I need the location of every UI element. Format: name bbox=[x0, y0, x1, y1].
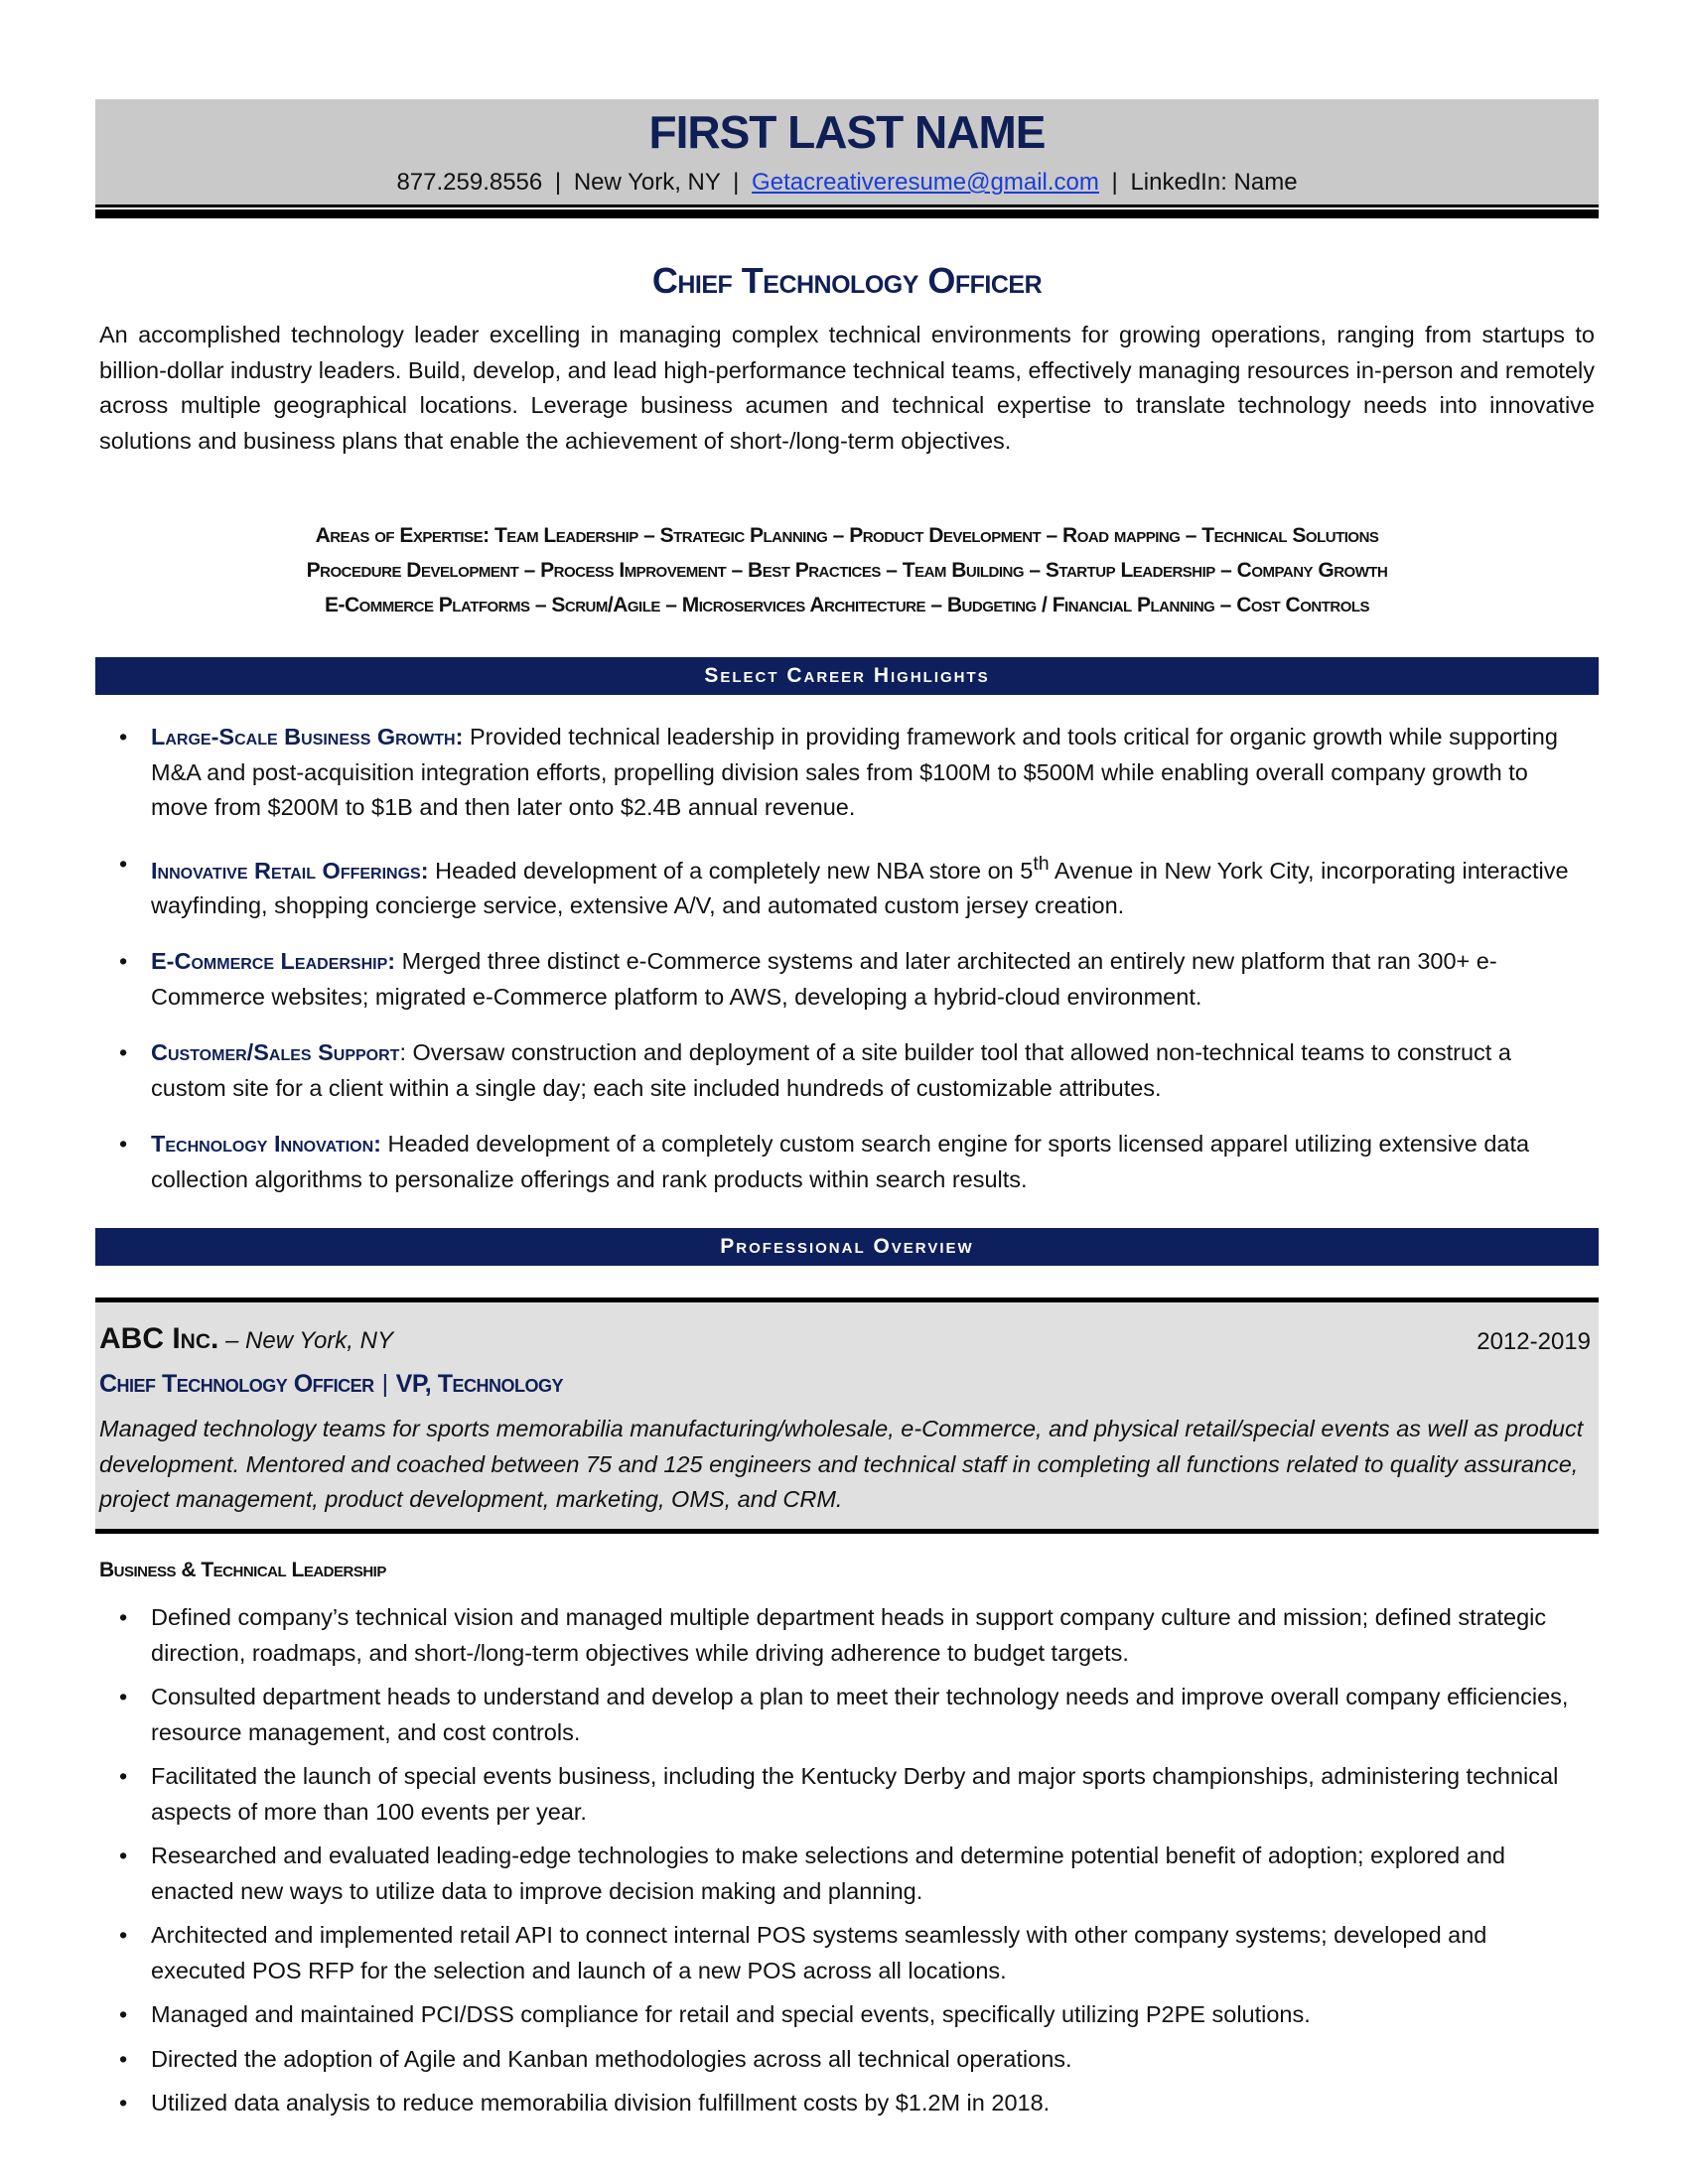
separator: | bbox=[554, 169, 562, 196]
career-highlights-list bbox=[95, 720, 1599, 1218]
email-link[interactable]: Getacreativeresume@gmail.com bbox=[752, 169, 1099, 196]
highlight-item: • Customer/Sales Support: Oversaw construction and deployment of a site builder tool that allowed non-technical teams to construct a custom site for a client within a single day; each site included hundreds of customizable attributes. bbox=[95, 1035, 1581, 1106]
job-header bbox=[95, 1297, 1599, 1534]
bullet-icon: • bbox=[119, 1039, 128, 1066]
accomplishment-item: • Facilitated the launch of special events business, including the Kentucky Derby and major sports championships, administering technical aspects of more than 100 events per year. bbox=[95, 1759, 1581, 1830]
highlight-label: Large-Scale Business Growth: bbox=[151, 724, 464, 750]
expertise-line: E-Commerce Platforms – Scrum/Agile – Microservices Architecture – Budgeting / Financial Planning – Cost Controls bbox=[324, 594, 1370, 616]
bullet-icon: • bbox=[119, 2090, 128, 2116]
expertise-line: Areas of Expertise: Team Leadership – Strategic Planning – Product Development – Road mapping – Technical Solutions bbox=[315, 524, 1379, 547]
highlight-label: E-Commerce Leadership: bbox=[151, 948, 396, 975]
header-box bbox=[95, 99, 1599, 205]
separator: | bbox=[733, 169, 740, 196]
highlight-label: Technology Innovation: bbox=[151, 1131, 381, 1158]
bullet-icon: • bbox=[119, 1604, 128, 1630]
professional-summary: An accomplished technology leader excelling in managing complex technical environments for growing operations, ranging from startups to billion-dollar industry leaders. Build, develop, and lead high-performance technical teams, effectively managing resources in-person and remotely across multiple geographical locations. Leverage business acumen and technical expertise to translate technology needs into innovative solutions and business plans that enable the achievement of short-/long-term objectives. bbox=[99, 322, 1595, 454]
accomplishment-item: • Consulted department heads to understand and develop a plan to meet their technology needs and improve overall company efficiencies, resource management, and cost controls. bbox=[95, 1680, 1581, 1750]
linkedin: LinkedIn: Name bbox=[1130, 169, 1298, 196]
contact-line bbox=[95, 169, 1599, 197]
section-header-overview: Professional Overview bbox=[95, 1228, 1599, 1266]
role-secondary: VP, Technology bbox=[395, 1370, 563, 1398]
areas-of-expertise bbox=[95, 518, 1599, 622]
accomplishments-list bbox=[95, 1600, 1599, 2130]
header-rule-thin bbox=[95, 205, 1599, 207]
accomplishment-item: • Researched and evaluated leading-edge technologies to make selections and determine potential benefit of adoption; explored and enacted new ways to utilize data to improve decision making and planning. bbox=[95, 1839, 1581, 1909]
company-location: – New York, NY bbox=[218, 1327, 393, 1354]
highlight-item: • Technology Innovation: Headed development of a completely custom search engine for sports licensed apparel utilizing extensive data collection algorithms to personalize offerings and rank products within search results. bbox=[95, 1127, 1581, 1197]
bullet-icon: • bbox=[119, 1843, 128, 1868]
header-rule-thick bbox=[95, 209, 1599, 218]
role-primary: Chief Technology Officer bbox=[99, 1370, 374, 1398]
highlight-item: • E-Commerce Leadership: Merged three distinct e-Commerce systems and later architected an entirely new platform that ran 300+ e-Commerce websites; migrated e-Commerce platform to AWS, developing a hybrid-cloud environment. bbox=[95, 944, 1581, 1015]
job-description: Managed technology teams for sports memorabilia manufacturing/wholesale, e-Commerce, and physical retail/special events as well as product development. Mentored and coached between 75 and 125 engineers and technical staff in completing all functions related to quality assurance, project management, product development, marketing, OMS, and CRM. bbox=[99, 1416, 1584, 1512]
phone: 877.259.8556 bbox=[396, 169, 543, 196]
accomplishment-item: • Managed and maintained PCI/DSS compliance for retail and special events, specifically utilizing P2PE solutions. bbox=[95, 1997, 1581, 2033]
bullet-icon: • bbox=[119, 1684, 128, 1709]
candidate-name: FIRST LAST NAME bbox=[648, 106, 1046, 158]
bullet-icon: • bbox=[119, 2045, 128, 2072]
job-dates: 2012-2019 bbox=[1477, 1328, 1591, 1355]
bullet-icon: • bbox=[119, 1131, 128, 1158]
bullet-icon: • bbox=[119, 1922, 128, 1948]
highlight-label: Innovative Retail Offerings: bbox=[151, 857, 429, 884]
bullet-icon: • bbox=[119, 1763, 128, 1789]
job-roles bbox=[99, 1370, 563, 1399]
accomplishment-item: • Defined company’s technical vision and managed multiple department heads in support company culture and mission; defined strategic direction, roadmaps, and short-/long-term objectives while driving adherence to budget targets. bbox=[95, 1600, 1581, 1671]
accomplishment-item: • Directed the adoption of Agile and Kanban methodologies across all technical operations. bbox=[95, 2042, 1581, 2078]
separator: | bbox=[1111, 169, 1118, 196]
job-title-heading: Chief Technology Officer bbox=[651, 260, 1043, 301]
highlight-item: • Innovative Retail Offerings: Headed development of a completely new NBA store on 5th Avenue in New York City, incorporating interactive wayfinding, shopping concierge service, extensive A/V, and automated custom jersey creation. bbox=[95, 847, 1581, 924]
separator: | bbox=[381, 1370, 388, 1398]
accomplishment-item: • Architected and implemented retail API to connect internal POS systems seamlessly with other company systems; developed and executed POS RFP for the selection and launch of a new POS across all locations. bbox=[95, 1918, 1581, 1988]
location: New York, NY bbox=[573, 169, 721, 196]
accomplishment-item: • Utilized data analysis to reduce memorabilia division fulfillment costs by $1.2M in 2018. bbox=[95, 2086, 1581, 2121]
expertise-line: Procedure Development – Process Improvement – Best Practices – Team Building – Startup Leadership – Company Growth bbox=[306, 559, 1388, 582]
bullet-icon: • bbox=[119, 2001, 128, 2027]
section-header-highlights: Select Career Highlights bbox=[95, 657, 1599, 695]
highlight-item: • Large-Scale Business Growth: Provided technical leadership in providing framework and tools critical for organic growth while supporting M&A and post-acquisition integration efforts, propelling division sales from $100M to $500M while enabling overall company growth to move from $200M to $1B and then later onto $2.4B annual revenue. bbox=[95, 720, 1581, 826]
bullet-icon: • bbox=[119, 724, 128, 750]
bullet-icon: • bbox=[119, 948, 128, 975]
bullet-icon: • bbox=[119, 850, 128, 877]
subheading-leadership: Business & Technical Leadership bbox=[99, 1559, 386, 1581]
highlight-label: Customer/Sales Support bbox=[151, 1039, 400, 1066]
expertise-label: Areas of Expertise: bbox=[315, 524, 490, 547]
company-name: ABC Inc. – New York, NY bbox=[99, 1322, 393, 1355]
